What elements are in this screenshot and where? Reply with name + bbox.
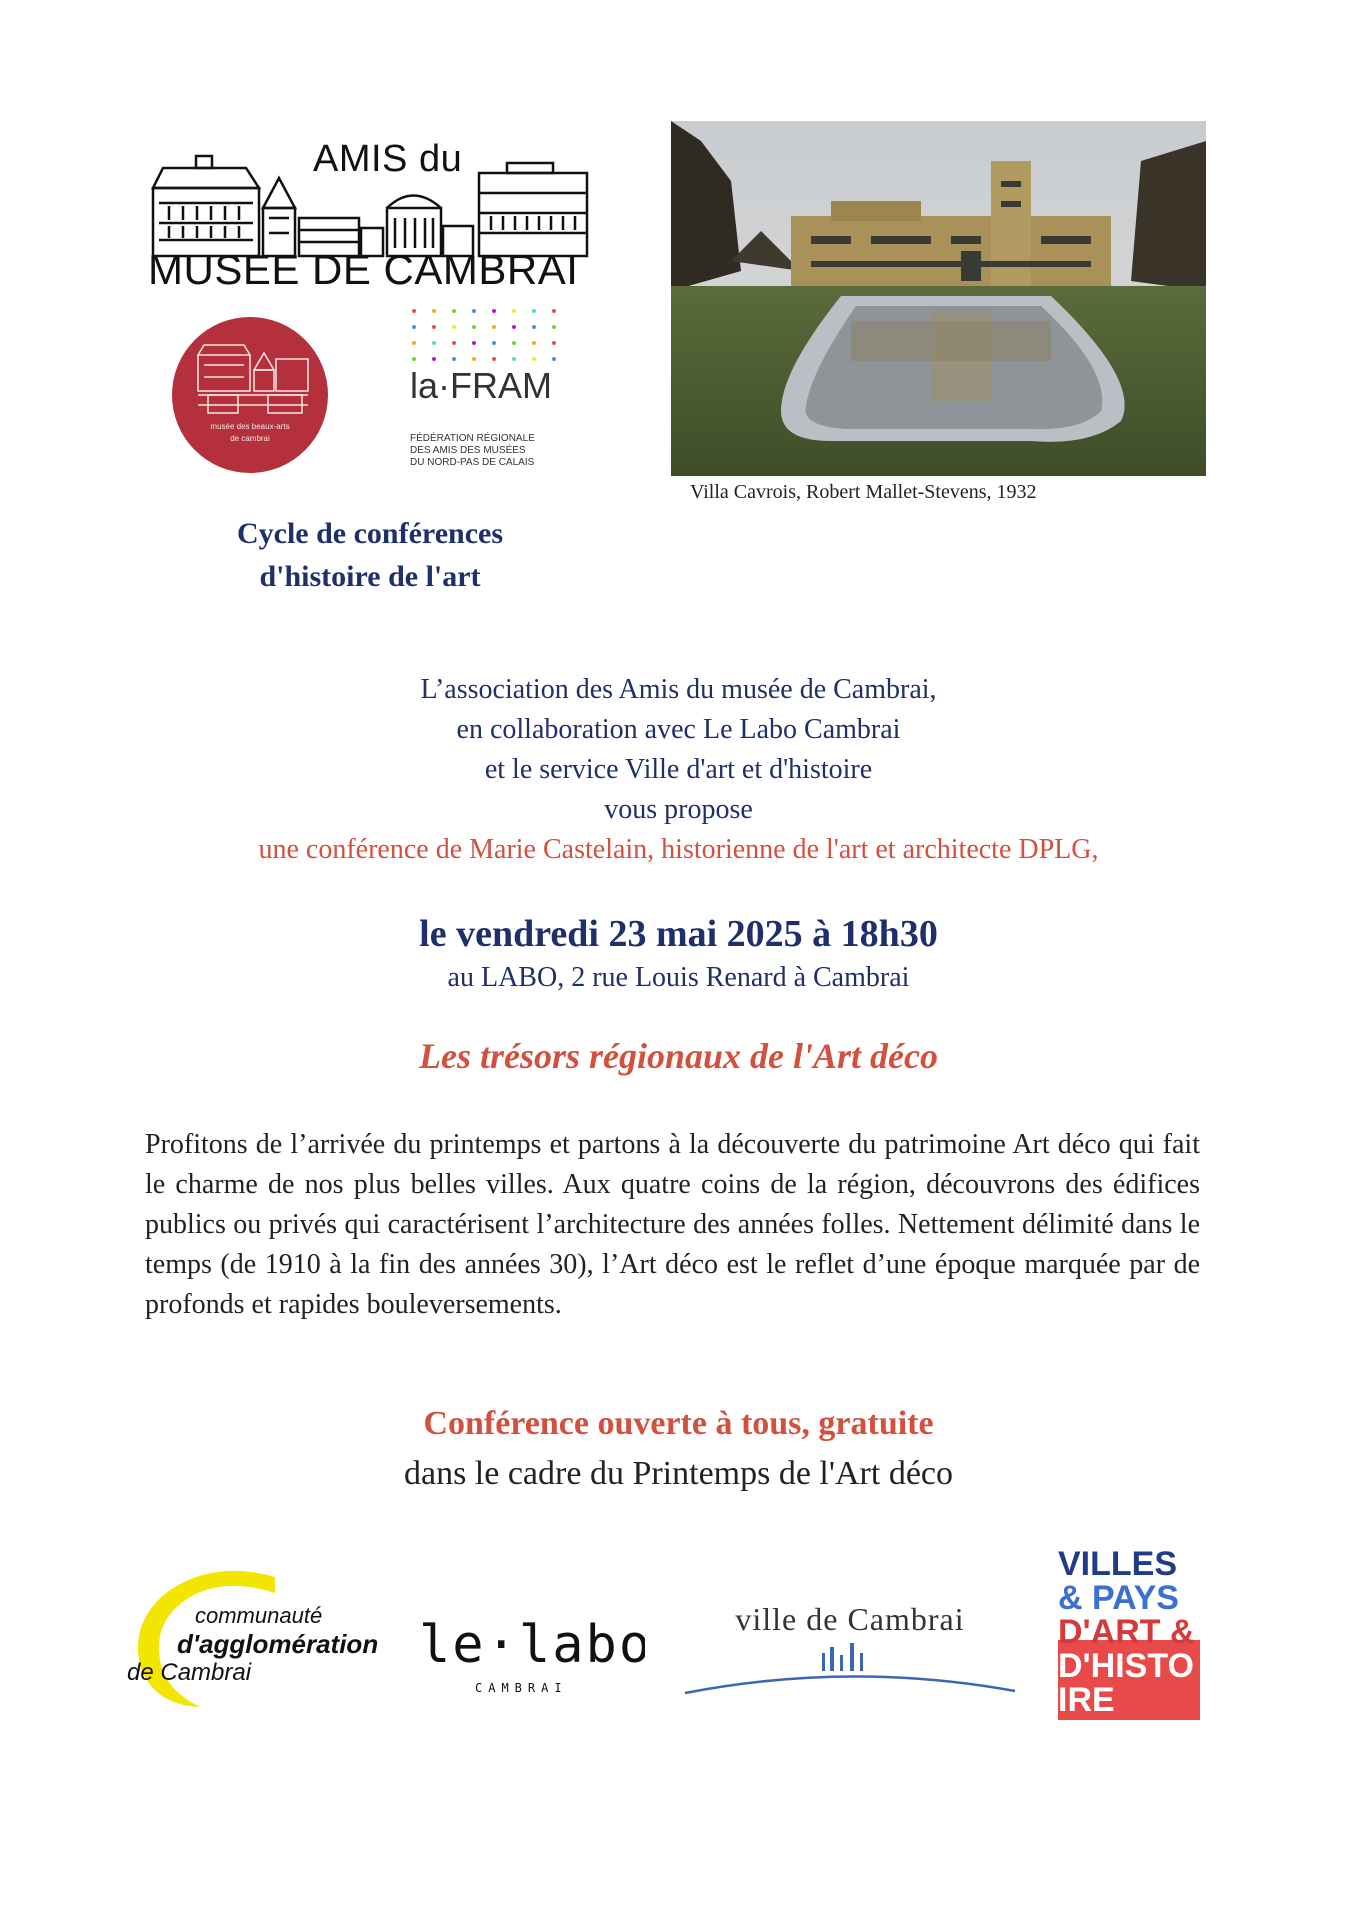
fram-sub-line-2: DES AMIS DES MUSÉES	[410, 445, 526, 456]
vpah-line-1: VILLES	[1058, 1545, 1178, 1583]
amis-du-text: AMIS du	[313, 138, 463, 180]
vpah-line-5: IRE	[1058, 1681, 1115, 1719]
round-logo-text-2: de cambrai	[230, 434, 270, 443]
vpah-line-3: D'ART &	[1058, 1613, 1195, 1651]
intro-block	[100, 670, 1257, 870]
communaute-agglomeration-logo	[125, 1565, 385, 1710]
fram-name: la·FRAM	[410, 365, 552, 406]
event-venue: au LABO, 2 rue Louis Renard à Cambrai	[447, 962, 910, 993]
intro-line-1: L’association des Amis du musée de Cambrai,	[420, 674, 937, 705]
round-logo-text-1: musée des beaux-arts	[210, 422, 290, 431]
colored-dots-icon	[408, 305, 568, 365]
labo-name: le·labo	[419, 1615, 645, 1675]
ville-de-cambrai-logo	[680, 1595, 1020, 1705]
cac-line-3: de Cambrai	[127, 1659, 252, 1686]
fram-sub-line-1: FÉDÉRATION RÉGIONALE	[410, 433, 535, 444]
speaker-line: une conférence de Marie Castelain, historienne de l'art et architecte DPLG,	[258, 834, 1099, 865]
vpah-line-2: & PAYS	[1058, 1579, 1179, 1617]
cac-line-2: d'agglomération	[177, 1629, 379, 1659]
labo-sub: CAMBRAI	[475, 1681, 568, 1695]
event-date: le vendredi 23 mai 2025 à 18h30	[419, 913, 938, 955]
fram-subtitle	[410, 433, 570, 469]
cathedral-spires-icon	[822, 1643, 863, 1671]
cycle-title	[140, 512, 600, 598]
talk-title: Les trésors régionaux de l'Art déco	[419, 1036, 938, 1076]
ville-name: ville de Cambrai	[735, 1601, 965, 1637]
villa-cavrois-photo	[671, 121, 1206, 476]
intro-line-2: en collaboration avec Le Labo Cambrai	[456, 714, 901, 745]
cycle-title-line-1: Cycle de conférences	[236, 517, 503, 550]
le-labo-logo	[415, 1610, 645, 1700]
description-paragraph: Profitons de l’arrivée du printemps et partons à la découverte du patrimoine Art déco qui fait le charme de nos plus belles villes. Aux quatre coins de la région, découvrons des édifices publics ou privés qui caractérisent l’architecture des années folles. Nettement délimité dans le temps (de 1910 à la fin des années 30), l’Art déco est le reflet d’une époque marquée par de profonds et rapides bouleversements.	[145, 1129, 1200, 1320]
fram-logo	[408, 305, 568, 475]
fram-sub-line-3: DU NORD-PAS DE CALAIS	[410, 457, 535, 468]
printemps-art-deco-line: dans le cadre du Printemps de l'Art déco	[403, 1455, 953, 1492]
photo-caption: Villa Cavrois, Robert Mallet-Stevens, 1932	[690, 481, 1037, 503]
intro-line-3: et le service Ville d'art et d'histoire	[484, 754, 873, 785]
intro-line-4: vous propose	[604, 794, 753, 825]
cac-line-1: communauté	[195, 1603, 323, 1628]
free-admission-line: Conférence ouverte à tous, gratuite	[423, 1405, 934, 1442]
cycle-title-line-2: d'histoire de l'art	[259, 560, 481, 593]
musee-beaux-arts-round-logo	[168, 315, 333, 475]
musee-de-cambrai-text: MUSEE DE CAMBRAI	[148, 246, 579, 293]
amis-musee-logo	[145, 128, 595, 298]
villes-pays-art-histoire-logo	[1058, 1545, 1200, 1720]
vpah-line-4: D'HISTO	[1058, 1647, 1194, 1685]
